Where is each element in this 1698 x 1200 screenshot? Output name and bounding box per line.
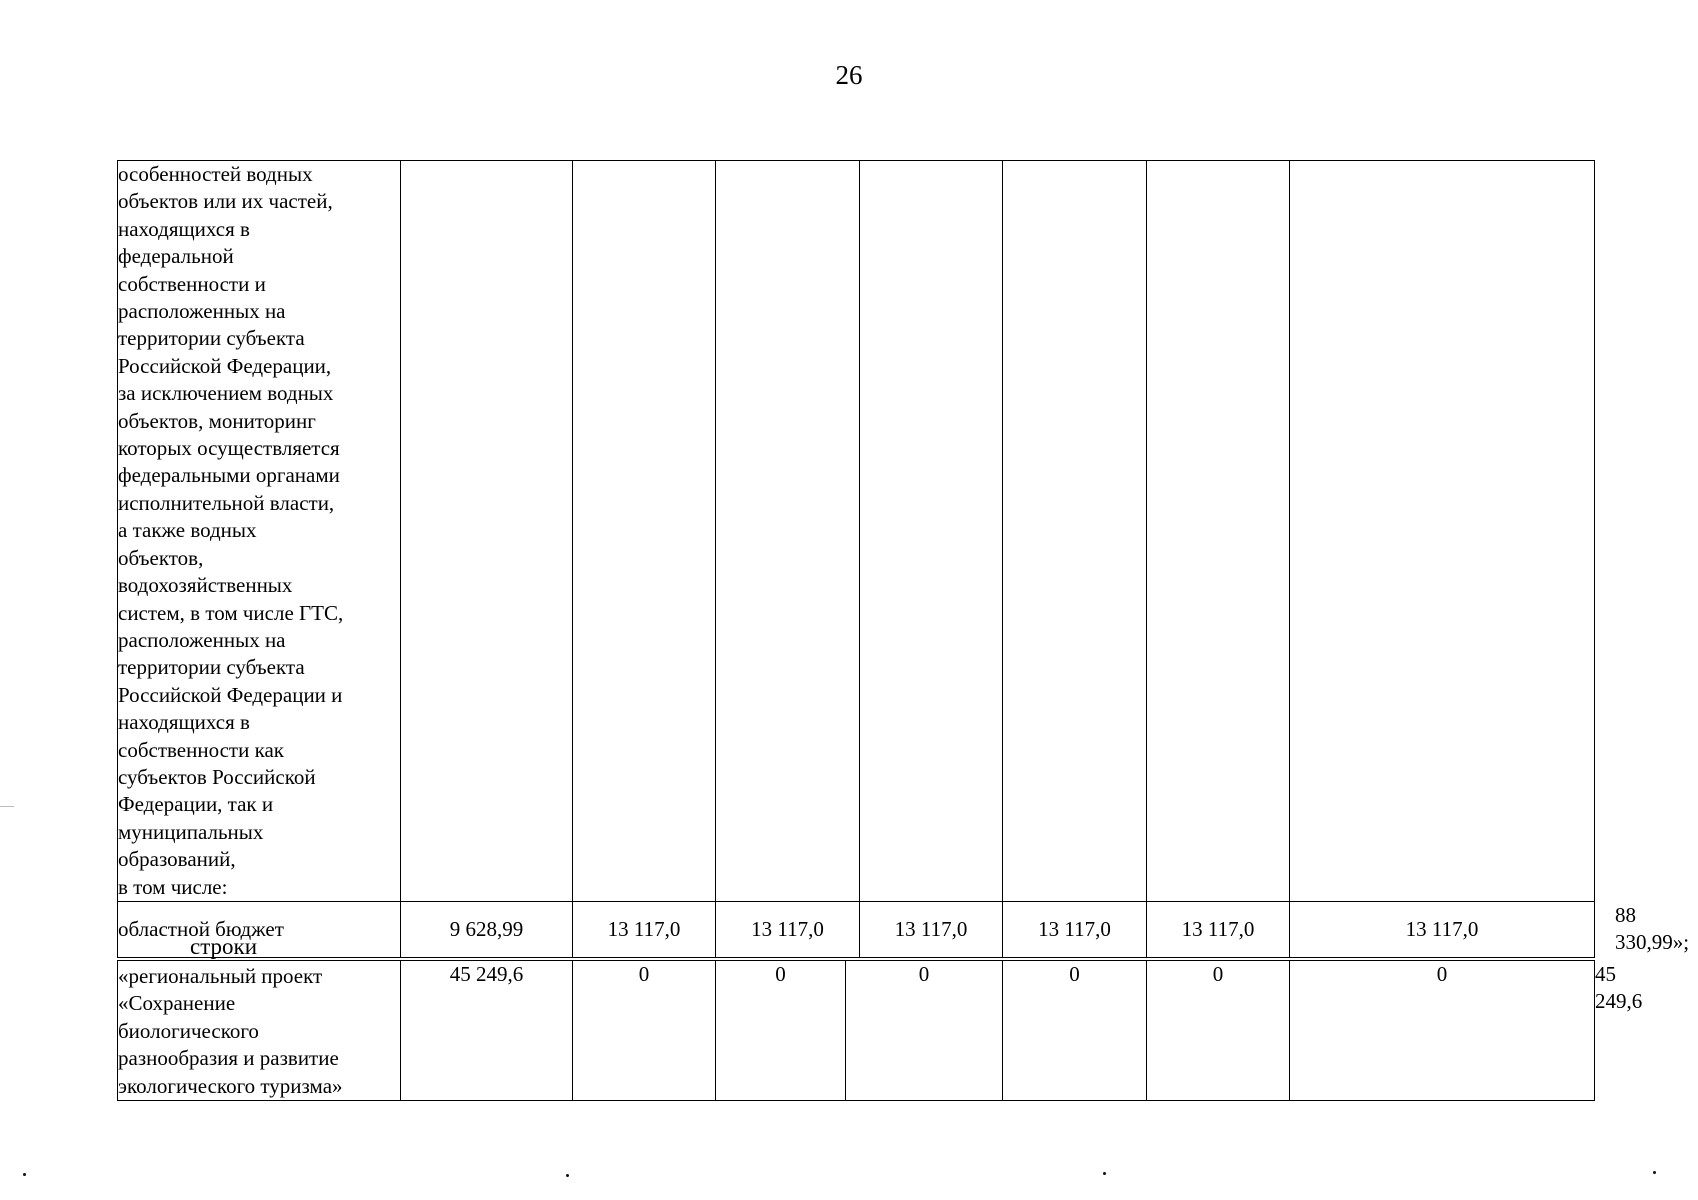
description-line: федеральной [118,244,234,269]
description-line: водохозяйственных [118,573,293,598]
description-line: объектов, мониторинг [118,408,316,433]
description-line: расположенных на [118,299,286,324]
description-line: которых осуществляется [118,436,340,461]
description-line: находящихся в [118,710,250,735]
description-line: собственности как [118,737,285,762]
description-line: в том числе: [118,874,228,899]
description-line: находящихся в [118,216,250,241]
scan-artifact-line [0,806,14,807]
budget-value: 13 117,0 [860,901,1003,957]
budget-value: 13 117,0 [1290,901,1595,957]
description-line: Российской Федерации и [118,682,343,707]
project-label-line: «Сохранение [118,991,236,1016]
description-line: объектов, [118,545,204,570]
description-line: особенностей водных [118,162,313,186]
description-line: за исключением водных [118,381,334,406]
empty-cell [860,161,1003,902]
scan-speck [1103,1172,1106,1175]
table-bottom [117,960,1643,1101]
project-label-line: экологического туризма» [118,1073,343,1098]
project-label-line: «региональный проект [118,964,323,988]
empty-cell [1003,161,1147,902]
description-line: Российской Федерации, [118,353,332,378]
empty-cell [573,161,716,902]
empty-cell [401,161,573,902]
project-value: 45 249,6 [401,961,573,1101]
budget-value: 13 117,0 [716,901,860,957]
project-label-line: биологического [118,1018,259,1043]
project-value: 0 [1003,961,1147,1101]
scan-speck [566,1174,569,1177]
project-value: 0 [716,961,846,1101]
description-line: расположенных на [118,627,286,652]
description-line: образований, [118,847,236,872]
budget-value: 13 117,0 [1003,901,1147,957]
description-line: федеральными органами [118,463,340,488]
empty-cell [1147,161,1290,902]
description-line: субъектов Российской [118,764,316,789]
scan-speck [1653,1171,1656,1174]
description-line: исполнительной власти, [118,490,335,515]
budget-row: областной бюджет 9 628,99 13 117,0 13 117,0 13 117,0 13 117,0 13 117,0 13 117,0 88 330,99»; [118,901,1595,957]
project-value: 0 [846,961,1003,1101]
project-value: 0 [1290,961,1595,1101]
page-number: 26 [835,60,863,90]
project-row: «региональный проект «Сохранение биологического разнообразия и развитие экологического туризма» 45 249,6 0 0 0 0 0 0 45 249,6 [118,961,1595,1101]
description-cell [118,161,401,902]
description-line: объектов или их частей, [118,189,333,214]
budget-value: 9 628,99 [401,901,573,957]
budget-label: областной бюджет [118,901,401,957]
scan-speck [23,1173,26,1176]
description-line: территории субъекта [118,655,305,680]
project-label-cell [118,961,401,1101]
project-label-line: разнообразия и развитие [118,1046,339,1071]
description-line: территории субъекта [118,326,305,351]
empty-cell [716,161,860,902]
project-value: 0 [573,961,716,1101]
description-line: систем, в том числе ГТС, [118,600,344,625]
description-row [118,161,1595,902]
rows-word: строки [190,934,258,959]
description-line: а также водных [118,518,257,543]
project-value: 0 [1147,961,1290,1101]
description-line: Федерации, так и [118,792,274,817]
description-line: собственности и [118,271,266,296]
empty-cell [1290,161,1595,902]
description-line: муниципальных [118,819,264,844]
budget-value: 13 117,0 [1147,901,1290,957]
table-top [117,160,1690,958]
budget-value: 13 117,0 [573,901,716,957]
